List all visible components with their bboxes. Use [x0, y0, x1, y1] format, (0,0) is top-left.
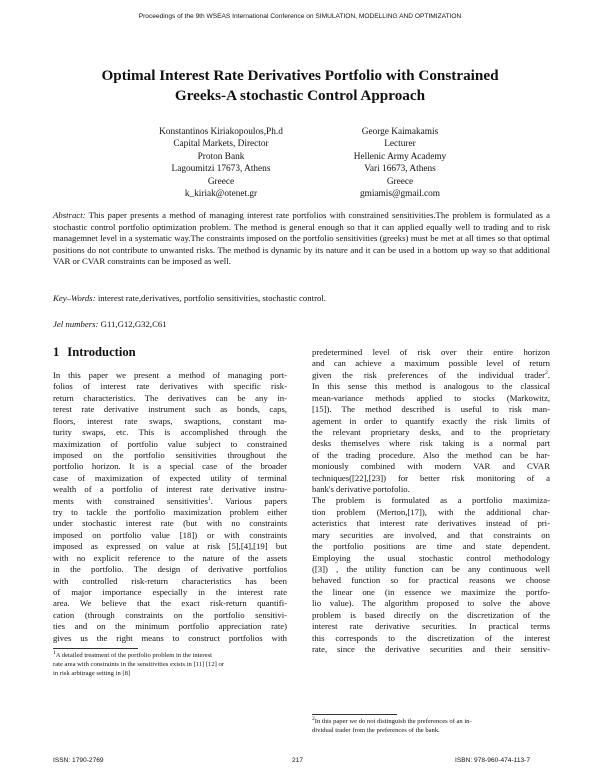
author-block-2	[290, 126, 510, 200]
title-line-1: Optimal Interest Rate Derivatives Portfolio with Constrained	[101, 67, 499, 84]
text-line: agement in order to quantify exactly the risk limits of	[312, 415, 550, 426]
text-line: ties and on the minimum portfolio appreciation rate)	[53, 621, 287, 632]
author-name: George Kaimakamis	[361, 127, 439, 137]
text-line: [15]). The method described is useful to risk man-	[312, 404, 550, 415]
text-line: floors, interest rate swaps, swaptions, constant ma-	[53, 415, 287, 426]
footer-page-number: 217	[292, 757, 304, 764]
text-line-with-footnote	[53, 496, 287, 507]
author-email: k_kiriak@otenet.gr	[184, 189, 258, 200]
keywords	[53, 293, 550, 303]
footnote-line: in risk arbitrage setting in [8]	[53, 669, 131, 677]
footnote-mark: 2	[312, 715, 315, 722]
text-line: the portfolio positions are time and state dependent.	[312, 541, 550, 552]
text-fragment: . Various papers	[210, 495, 288, 506]
text-line: techniques([22],[23]) for better risk monitoring of a	[312, 472, 550, 483]
text-line: of major importance especially in the interest rate	[53, 587, 287, 598]
text-line-with-footnote	[312, 370, 550, 381]
text-line: ([3]) , the utility function can be any continuous well	[312, 564, 550, 575]
text-line: folios of interest rate derivatives with specific risk-	[53, 381, 287, 392]
text-line: with no explicit reference to the nature of the assets	[53, 552, 287, 563]
footnote-ref: 2	[545, 369, 548, 376]
section-title: Introduction	[67, 345, 136, 359]
jel-numbers	[53, 319, 550, 329]
jel-label: Jel numbers:	[53, 319, 99, 329]
text-line: predetermined level of risk over their entire horizon	[312, 347, 550, 357]
text-line: gives us the right means to construct portfolios with	[53, 632, 287, 643]
footnote-line	[312, 715, 550, 727]
author-country: Greece	[386, 176, 414, 187]
text-fragment: .	[547, 369, 550, 380]
abstract-line: This paper presents a method of managing interest rate portfolios with constrained sensitivities.The	[88, 210, 450, 220]
text-fragment: ments with constrained sensitivities	[53, 495, 208, 506]
text-line: with controlled risk-return characteristics has been	[53, 575, 287, 586]
text-line: and can achieve a maximum possible level of return	[312, 358, 550, 369]
footnote-text: A detailed treatment of the portfolio problem in the interest	[55, 652, 212, 659]
text-line: turity swaps, etc. This is accomplished through the	[53, 427, 287, 438]
footer-issn: ISSN: 1790-2769	[53, 757, 104, 764]
text-line: bank's derivative portofolio.	[312, 484, 410, 495]
text-line: area. We believe that the exact risk-return quantifi-	[53, 598, 287, 609]
author-name: Konstantinos Kiriakopoulos,Ph.d	[159, 127, 283, 137]
text-line: try to tackle the portfolio maximization problem either	[53, 507, 287, 518]
text-line: The problem is formulated as a portfolio maximiza-	[312, 495, 550, 506]
text-line: In this paper we present a method of managing port-	[53, 370, 287, 380]
footnote-1	[53, 649, 287, 679]
text-line: the linear one (in essence we maximize the portfo-	[312, 586, 550, 597]
text-line: mary securities are involved, and that constraints on	[312, 529, 550, 540]
text-line: acteristics that interest rate derivatives instead of pri-	[312, 518, 550, 529]
abstract-line: problem is formulated as a stochastic control portfolio optimization problem. The method is general enough	[53, 210, 551, 232]
abstract-line: to unwanted risks. The method is dynamic by its nature and it can be used in a bottom up way so that additional	[150, 244, 551, 255]
text-line: rate, since the derivative securities and their sensitiv-	[312, 643, 550, 654]
author-country: Greece	[207, 176, 235, 187]
text-line: imposed as expressed on value at risk [5],[4],[19] but	[53, 541, 287, 552]
section-heading	[53, 345, 136, 360]
text-line: portfolio horizon. It is a special case of the broader	[53, 461, 287, 472]
abstract-line: VAR or CVAR constraints can be imposed as well.	[53, 256, 231, 267]
footer-isbn: ISBN: 978-960-474-113-7	[455, 757, 531, 764]
text-line: the relevant proprietary desks, and to the proprietary	[312, 426, 550, 437]
footnote-2	[312, 715, 550, 736]
text-line: terest rate derivative instrument such as bonds, caps,	[53, 404, 287, 415]
footnote-divider	[312, 714, 397, 715]
text-line: maximization of portfolio value subject to constrained	[53, 438, 287, 449]
text-line: problem is based directly on the discretization of the	[312, 609, 550, 620]
paper-title	[40, 66, 560, 105]
footnote-line: rate area with constraints in the sensitivities exists in [11] [12] or	[53, 660, 224, 668]
text-line: of the trading procedure. Also the method can be har-	[312, 449, 550, 460]
text-fragment: given the risk preferences of the individual trader	[312, 369, 546, 380]
abstract-label: Abstract:	[53, 210, 86, 220]
body-column-left	[53, 370, 287, 644]
text-line: case of maximization of expected utility of terminal	[53, 472, 287, 483]
section-number: 1	[53, 345, 60, 359]
jel-text: G11,G12,G32,C61	[100, 319, 167, 329]
text-line: behaved function so for practical reasons we choose	[312, 575, 550, 586]
text-line: tion problem (Merton,[17]), with the additional char-	[312, 506, 550, 517]
author-role: Capital Markets, Director	[173, 139, 269, 150]
conference-header: Proceedings of the 9th WSEAS International Conference on SIMULATION, MODELLING AND OPTIMIZATION	[138, 13, 462, 20]
footnote-ref: 1	[207, 495, 211, 502]
author-address: Lagoumitzi 17673, Athens	[171, 164, 271, 175]
text-line: lio value). The algorithm proposed to solve the above	[312, 598, 550, 609]
text-line: In this sense this method is analogous to the classical	[312, 381, 550, 392]
footnote-mark: 1	[53, 649, 56, 656]
footnote-line	[53, 649, 287, 661]
abstract-line: so that it can applied equally well to trading and to risk managemnet level in a systematic way.The constraints	[53, 221, 550, 244]
text-line: under stochastic interest rate (but with no constraints	[53, 518, 287, 529]
author-email: gmiamis@gmail.com	[359, 189, 441, 200]
text-line: imposed on portfolio value [18]) or with constraints	[53, 529, 287, 540]
footnote-text: In this paper we do not distinguish the preferences of an in-	[314, 718, 472, 725]
body-column-right	[312, 347, 550, 655]
footnote-divider	[53, 648, 138, 649]
text-line: cation (through constraints on the portfolio sensitivi-	[53, 609, 287, 620]
text-line: interest rate derivative securities. In practical terms	[312, 621, 550, 632]
author-org: Hellenic Army Academy	[353, 151, 447, 162]
text-line: imposed on the portfolio sensitivities throughout the	[53, 449, 287, 460]
text-line: moniously combined with modern VAR and CVAR	[312, 461, 550, 472]
abstract-line: imposed on the portfolio sensitivities (greeks) must be met at all times so that optimal positions do not contribute	[53, 233, 550, 255]
keywords-text: interest rate,derivatives, portfolio sensitivities, stochastic control.	[97, 293, 326, 303]
text-line: Employing the usual stochastic control methodology	[312, 552, 550, 563]
title-line-2: Greeks-A stochastic Control Approach	[174, 86, 426, 104]
text-line: wealth of a portfolio of interest rate derivative instru-	[53, 484, 287, 495]
author-role: Lecturer	[384, 139, 416, 150]
text-line: desks themselves where risk taking is a normal part	[312, 438, 550, 449]
text-line: in the portfolio. The design of derivative portfolios	[53, 564, 287, 575]
keywords-label: Key–Words:	[53, 293, 96, 303]
abstract	[53, 210, 550, 268]
text-line: mean-variance methods applied to stocks (Markowitz,	[312, 392, 550, 403]
footnote-line: dividual trader from the preferences of the bank.	[312, 726, 440, 734]
author-org: Proton Bank	[197, 151, 245, 162]
text-line: this corresponds to the discretization of the interest	[312, 632, 550, 643]
text-line: return characteristics. The derivatives can be any in-	[53, 392, 287, 403]
author-address: Vari 16673, Athens	[364, 164, 436, 175]
